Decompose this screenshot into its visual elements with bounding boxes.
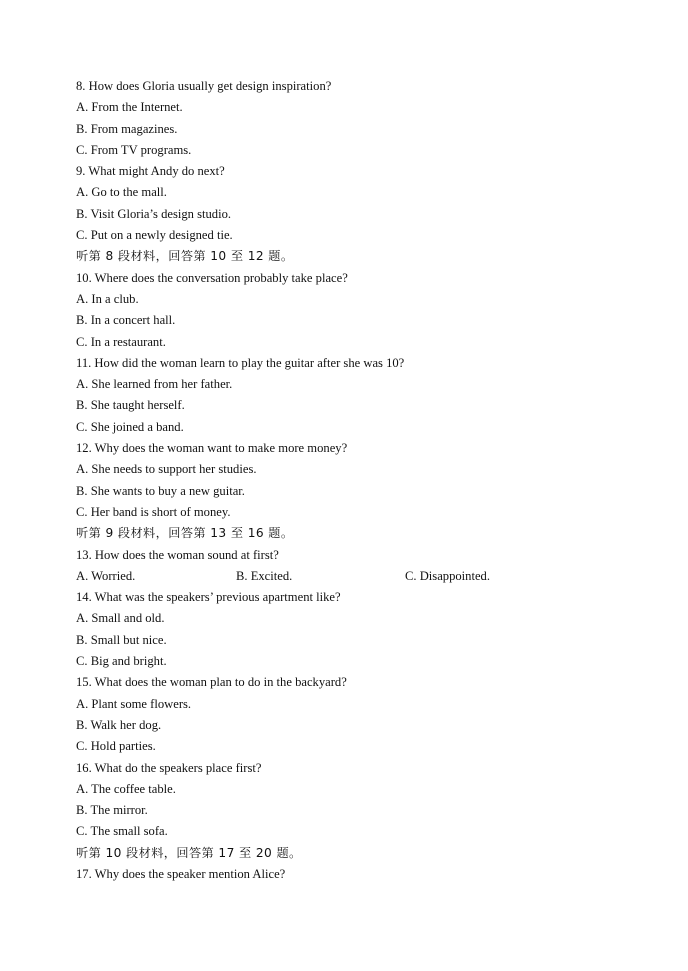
option-12a: A. She needs to support her studies. [76, 462, 257, 477]
question-16: 16. What do the speakers place first? [76, 760, 262, 775]
option-10a: A. In a club. [76, 291, 139, 306]
option-8a: A. From the Internet. [76, 100, 183, 115]
option-9c: C. Put on a newly designed tie. [76, 228, 233, 243]
question-14: 14. What was the speakers’ previous apartment like? [76, 590, 341, 605]
options-13 [76, 566, 656, 587]
option-9b: B. Visit Gloria’s design studio. [76, 206, 232, 221]
option-10b: B. In a concert hall. [76, 313, 176, 328]
option-8c: C. From TV programs. [76, 142, 192, 157]
option-11a: A. She learned from her father. [76, 377, 233, 392]
option-11c: C. She joined a band. [76, 419, 184, 434]
option-12b: B. She wants to buy a new guitar. [76, 483, 245, 498]
question-12: 12. Why does the woman want to make more money? [76, 441, 348, 456]
question-11: 11. How did the woman learn to play the guitar after she was 10? [76, 355, 405, 370]
question-10: 10. Where does the conversation probably take place? [76, 270, 348, 285]
option-8b: B. From magazines. [76, 121, 178, 136]
question-15: 15. What does the woman plan to do in the backyard? [76, 675, 347, 690]
option-16a: A. The coffee table. [76, 781, 176, 796]
question-8: 8. How does Gloria usually get design inspiration? [76, 79, 332, 93]
option-15b: B. Walk her dog. [76, 717, 162, 732]
option-14c: C. Big and bright. [76, 654, 167, 669]
section-header-10: 听第 10 段材料，回答第 17 至 20 题。 [76, 845, 302, 860]
option-13c: C. Disappointed. [405, 568, 491, 583]
question-17: 17. Why does the speaker mention Alice? [76, 866, 286, 881]
option-12c: C. Her band is short of money. [76, 504, 231, 519]
option-11b: B. She taught herself. [76, 398, 185, 413]
option-13a: A. Worried. [76, 568, 136, 583]
question-13: 13. How does the woman sound at first? [76, 547, 279, 562]
section-header-8: 听第 8 段材料，回答第 10 至 12 题。 [76, 249, 294, 264]
section-header-9: 听第 9 段材料，回答第 13 至 16 题。 [76, 526, 294, 541]
option-10c: C. In a restaurant. [76, 334, 166, 349]
option-15c: C. Hold parties. [76, 739, 156, 754]
option-13b: B. Excited. [236, 568, 293, 583]
question-list [76, 76, 656, 885]
question-9: 9. What might Andy do next? [76, 164, 225, 179]
option-16c: C. The small sofa. [76, 824, 168, 839]
option-9a: A. Go to the mall. [76, 185, 167, 200]
option-15a: A. Plant some flowers. [76, 696, 192, 711]
option-16b: B. The mirror. [76, 803, 148, 818]
option-14a: A. Small and old. [76, 611, 165, 626]
option-14b: B. Small but nice. [76, 632, 167, 647]
